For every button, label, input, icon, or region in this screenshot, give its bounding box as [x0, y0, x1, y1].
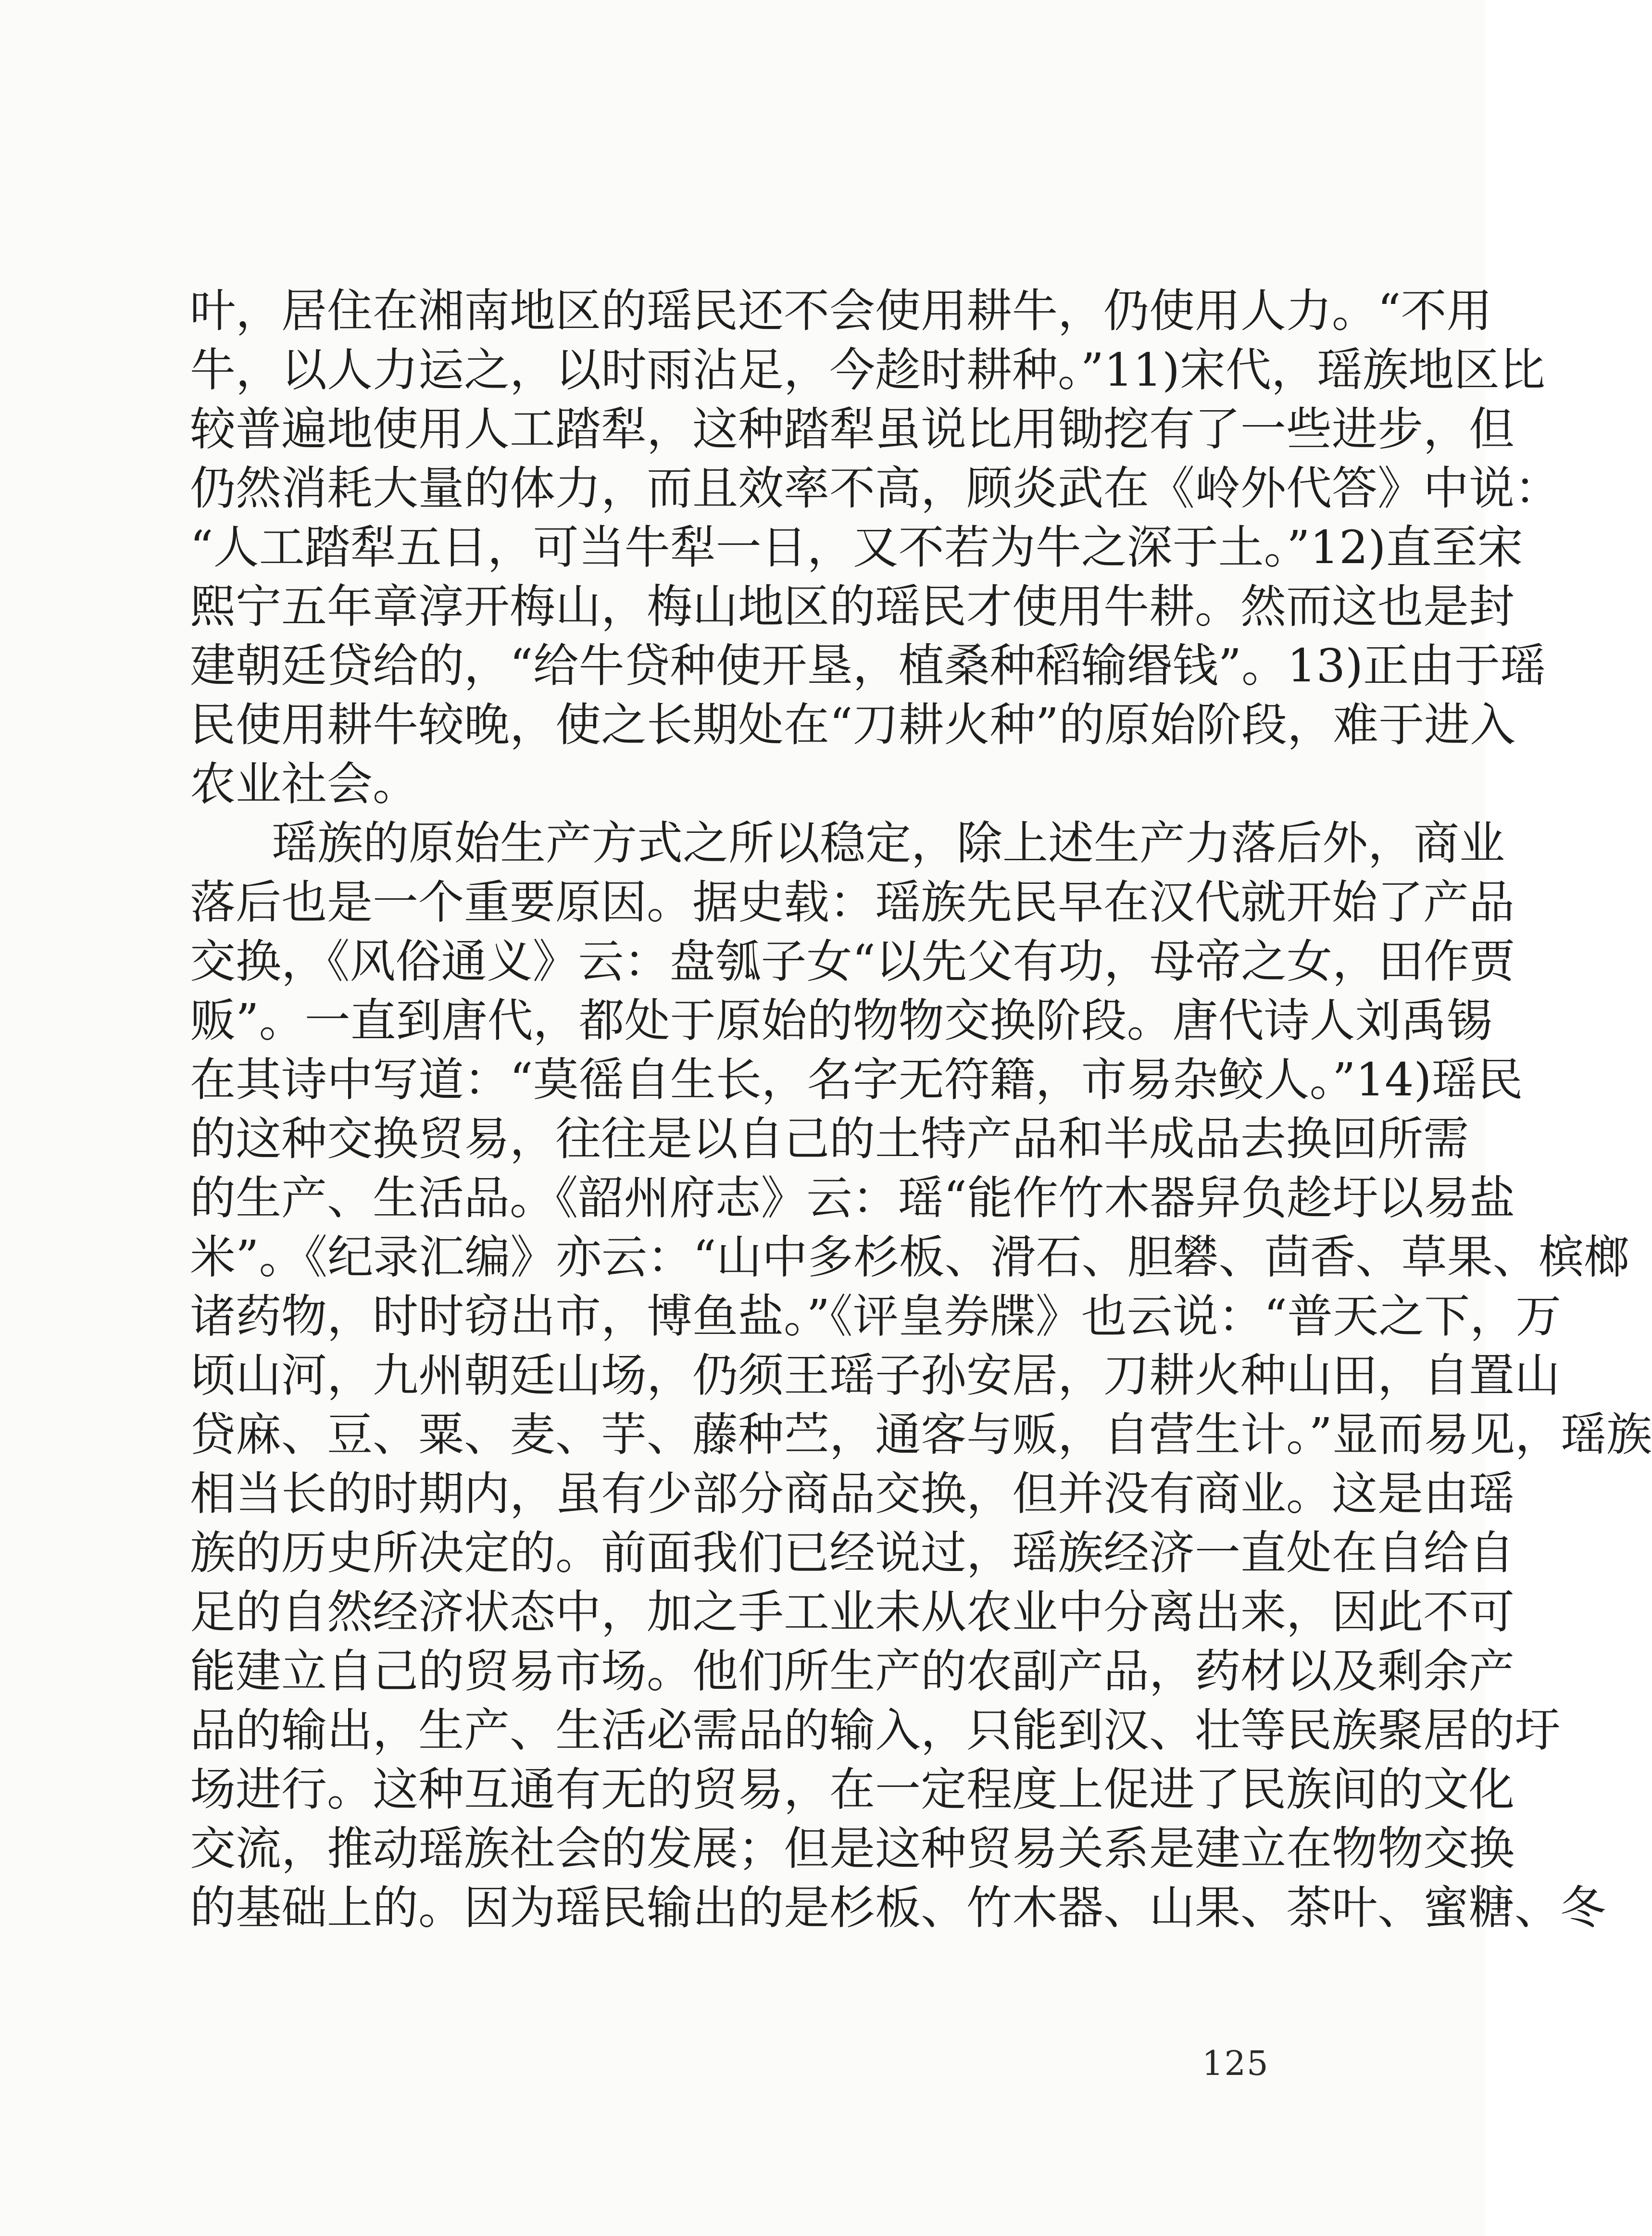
paragraph-start-line: 瑶族的原始生产方式之所以稳定，除上述生产力落后外，商业 [272, 817, 1505, 870]
text-line: 熙宁五年章淳开梅山，梅山地区的瑶民才使用牛耕。然而这也是封 [190, 580, 1515, 633]
text-line: 牛，以人力运之，以时雨沾足，今趁时耕种。”11)宋代，瑶族地区比 [190, 344, 1546, 397]
text-line: 的生产、生活品。《韶州府志》云：瑶“能作竹木器舁负趁圩以易盐 [190, 1172, 1515, 1225]
text-line: 的这种交换贸易，往往是以自己的土特产品和半成品去换回所需 [190, 1113, 1469, 1166]
text-line: 贷麻、豆、粟、麦、芋、藤种苎，通客与贩，自营生计。”显而易见，瑶族 [190, 1408, 1652, 1461]
text-line: 交流，推动瑶族社会的发展；但是这种贸易关系是建立在物物交换 [190, 1822, 1515, 1875]
text-line: 能建立自己的贸易市场。他们所生产的农副产品，药材以及剩余产 [190, 1645, 1515, 1698]
text-line: 建朝廷贷给的，“给牛贷种使开垦，植桑种稻输缗钱”。13)正由于瑶 [190, 640, 1546, 692]
text-line: 场进行。这种互通有无的贸易，在一定程度上促进了民族间的文化 [190, 1763, 1515, 1816]
text-line: 交换，《风俗通义》云：盘瓠子女“以先父有功，母帝之女，田作贾 [190, 935, 1515, 988]
text-line: 仍然消耗大量的体力，而且效率不高，顾炎武在《岭外代答》中说： [190, 462, 1561, 515]
text-line: 顷山河，九州朝廷山场，仍须王瑶子孙安居，刀耕火种山田，自置山 [190, 1349, 1561, 1402]
text-line: 的基础上的。因为瑶民输出的是杉板、竹木器、山果、茶叶、蜜糖、冬 [190, 1882, 1606, 1935]
page-number: 125 [1202, 2044, 1269, 2083]
text-line: 在其诗中写道：“莫徭自生长，名字无符籍，市易杂鲛人。”14)瑶民 [190, 1054, 1523, 1106]
text-line: 诸药物，时时窃出市，博鱼盐。”《评皇券牒》也云说：“普天之下，万 [190, 1290, 1562, 1343]
text-line: 米”。《纪录汇编》亦云：“山中多杉板、滑石、胆礬、茴香、草果、槟榔 [190, 1231, 1630, 1284]
text-line: 叶，居住在湘南地区的瑶民还不会使用耕牛，仍使用人力。“不用 [190, 285, 1492, 338]
text-line: 较普遍地使用人工踏犁，这种踏犁虽说比用锄挖有了一些进步，但 [190, 403, 1515, 456]
text-line: 民使用耕牛较晚，使之长期处在“刀耕火种”的原始阶段，难于进入 [190, 699, 1516, 752]
body-text [190, 282, 1652, 1938]
text-line: “人工踏犁五日，可当牛犁一日，又不若为牛之深于土。”12)直至宋 [190, 521, 1523, 574]
text-line: 落后也是一个重要原因。据史载：瑶族先民早在汉代就开始了产品 [190, 876, 1515, 929]
text-line: 品的输出，生产、生活必需品的输入，只能到汉、壮等民族聚居的圩 [190, 1704, 1561, 1757]
text-line: 贩”。一直到唐代，都处于原始的物物交换阶段。唐代诗人刘禹锡 [190, 994, 1492, 1047]
paragraph-end-line: 农业社会。 [190, 758, 419, 811]
text-line: 相当长的时期内，虽有少部分商品交换，但并没有商业。这是由瑶 [190, 1468, 1515, 1520]
text-line: 族的历史所决定的。前面我们已经说过，瑶族经济一直处在自给自 [190, 1527, 1515, 1580]
text-line: 足的自然经济状态中，加之手工业未从农业中分离出来，因此不可 [190, 1586, 1515, 1639]
